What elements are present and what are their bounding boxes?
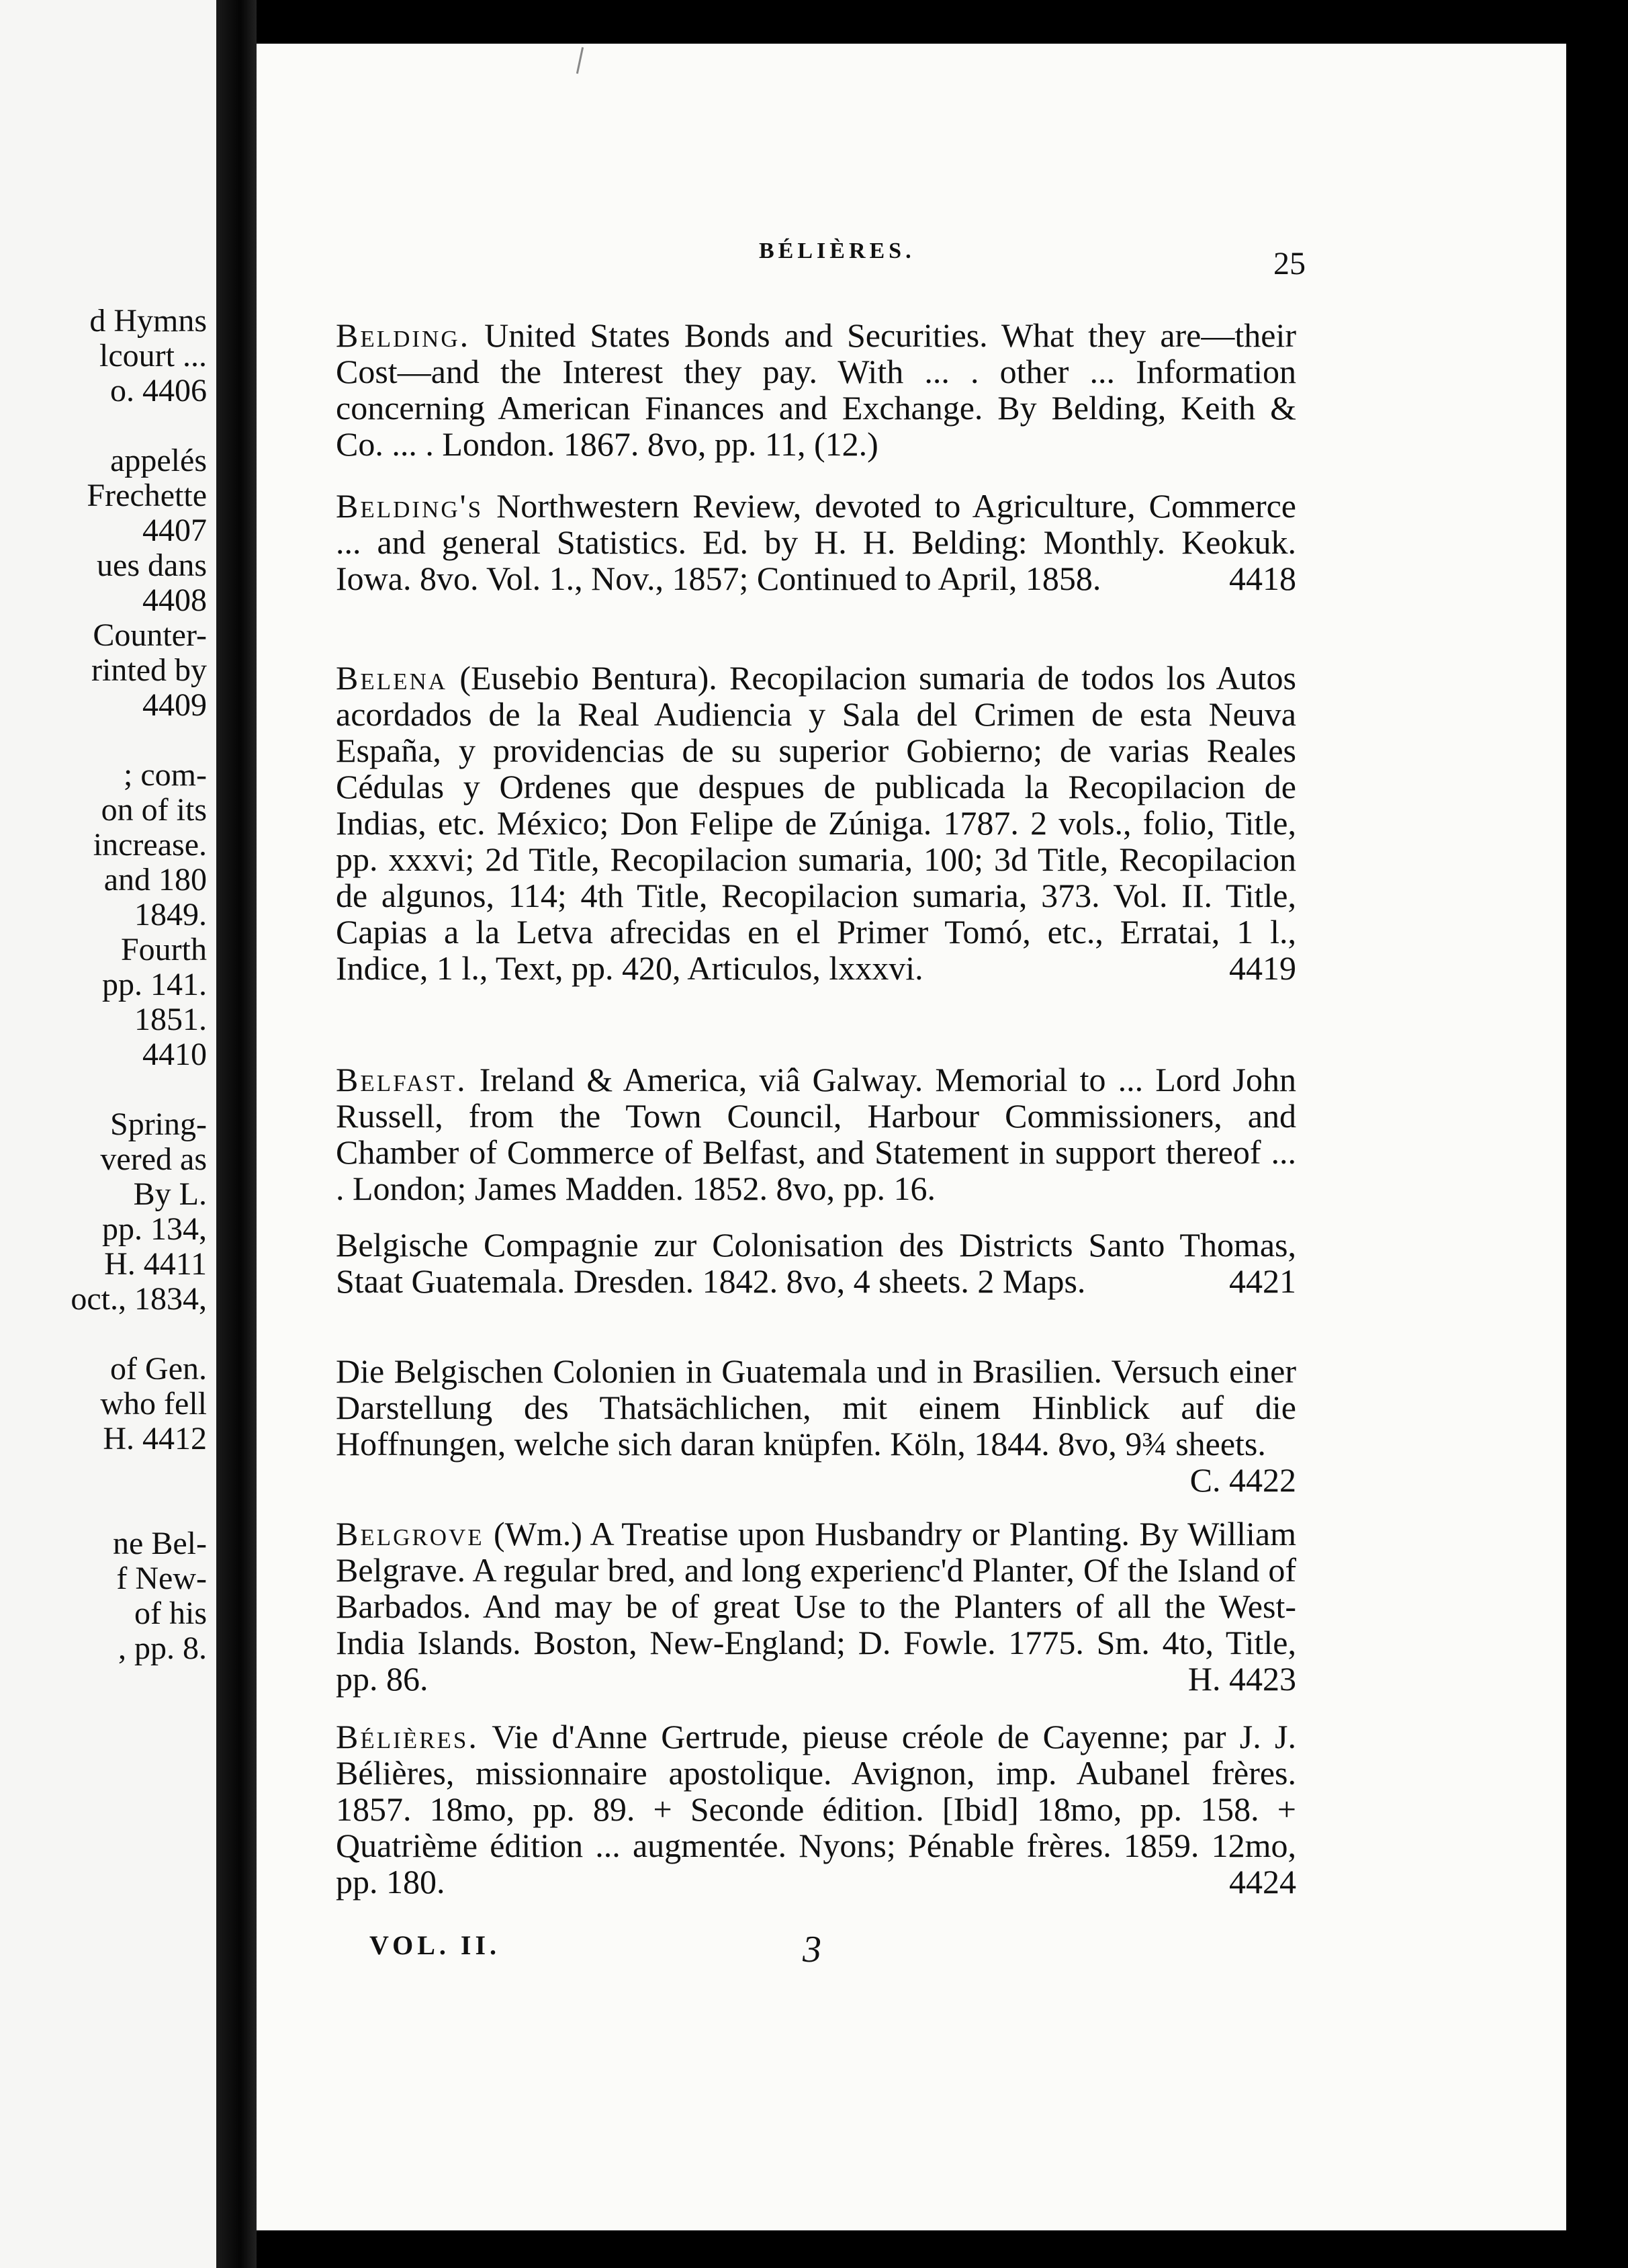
previous-page-line: and 180 [103, 862, 207, 898]
entry-text: Ireland & America, viâ Galway. Memorial to ... Lord John Russell, from the Town Council, Harbour Commissioners, and Chamber of Commerce of Belfast, and Statement in support thereof ... . London; James Madden. 1852. 8vo, pp. 16. [336, 1061, 1296, 1207]
entry-heading: Belena [336, 659, 448, 697]
entry-number: 4424 [1229, 1863, 1296, 1901]
book-gutter [216, 0, 257, 2268]
previous-page-fragment [0, 0, 216, 2268]
previous-page-line: 4407 [142, 513, 207, 548]
entry-heading: Bélières. [336, 1718, 479, 1755]
previous-page-line: f New- [116, 1561, 207, 1596]
previous-page-line: H. 4411 [104, 1246, 207, 1282]
entry-heading: Belgrove [336, 1515, 484, 1553]
previous-page-line: o. 4406 [110, 373, 207, 408]
previous-page-line: who fell [100, 1386, 207, 1422]
entry-belding [336, 317, 1296, 462]
entry-belgische-compagnie [336, 1227, 1296, 1299]
entry-text: Die Belgischen Colonien in Guatemala und in Brasilien. Versuch einer Darstellung des Thatsächlichen, mit einem Hinblick auf die Hoffnungen, welche sich daran knüpfen. Köln, 1844. 8vo, 9¾ sheets. [336, 1352, 1296, 1463]
entry-heading: Belfast. [336, 1061, 467, 1098]
entry-text: Northwestern Review, devoted to Agriculture, Commerce ... and general Statistics. Ed. by H. H. Belding: Monthly. Keokuk. Iowa. 8vo. Vol. 1., Nov., 1857; Continued to April, 1858. [336, 487, 1296, 597]
previous-page-line: ne Bel- [113, 1526, 207, 1561]
previous-page-line: Frechette [87, 478, 207, 513]
entry-number: C. 4422 [1189, 1461, 1296, 1499]
entry-belieres [336, 1718, 1296, 1900]
previous-page-line: ; com- [124, 757, 207, 793]
entry-heading: Belding. [336, 316, 471, 354]
entry-belfast [336, 1061, 1296, 1207]
page-number: 25 [1273, 246, 1306, 281]
previous-page-line: 1849. [134, 897, 207, 932]
previous-page-line: 4409 [142, 687, 207, 723]
signature-mark: 3 [803, 1929, 821, 1970]
entry-text: Belgische Compagnie zur Colonisation des Districts Santo Thomas, Staat Guatemala. Dresden. 1842. 8vo, 4 sheets. 2 Maps. [336, 1226, 1296, 1300]
previous-page-line: rinted by [91, 652, 207, 688]
previous-page-line: ues dans [97, 548, 207, 583]
previous-page-line: d Hymns [89, 303, 207, 339]
previous-page-line: increase. [93, 827, 207, 863]
entry-heading: Belding's [336, 487, 484, 525]
previous-page-line: of his [134, 1596, 207, 1631]
entry-number: 4418 [1229, 560, 1296, 597]
previous-page-line: Counter- [93, 617, 207, 653]
previous-page-line: lcourt ... [99, 338, 207, 374]
previous-page-line: 1851. [134, 1002, 207, 1037]
previous-page-line: vered as [100, 1141, 207, 1177]
entry-text: (Eusebio Bentura). Recopilacion sumaria de todos los Autos acordados de la Real Audiencia y Sala del Crimen de esta Neuva España, y providencias de su superior Gobierno; de varias Reales Cédulas y Ordenes que despues de publicada la Recopilacion de Indias, etc. México; Don Felipe de Zúniga. 1787. 2 vols., folio, Title, pp. xxxvi; 2d Title, Recopilacion sumaria, 100; 3d Title, Recopilacion de algunos, 114; 4th Title, Recopilacion sumaria, 373. Vol. II. Title, Capias a la Letva afrecidas en el Primer Tomó, etc., Erratai, 1 l., Indice, 1 l., Text, pp. 420, Articulos, lxxxvi. [336, 659, 1296, 987]
previous-page-line: 4410 [142, 1037, 207, 1072]
previous-page-line: Fourth [120, 932, 207, 967]
entry-number: H. 4423 [1187, 1660, 1296, 1698]
entry-belgischen-colonien [336, 1353, 1296, 1498]
previous-page-line: 4408 [142, 582, 207, 618]
previous-page-line: By L. [133, 1176, 207, 1212]
previous-page-line: , pp. 8. [118, 1630, 207, 1666]
entry-text: (Wm.) A Treatise upon Husbandry or Planting. By William Belgrave. A regular bred, and long experienc'd Planter, Of the Island of Barbados. And may be of great Use to the Planters of all the West-India Islands. Boston, New-England; D. Fowle. 1775. Sm. 4to, Title, pp. 86. [336, 1515, 1296, 1698]
previous-page-line: on of its [101, 792, 207, 828]
previous-page-line: Spring- [110, 1106, 207, 1142]
entry-beldings-review [336, 488, 1296, 597]
previous-page-line: pp. 134, [102, 1211, 207, 1247]
scan-border [1566, 0, 1628, 2268]
entry-belgrove [336, 1516, 1296, 1697]
running-header: BÉLIÈRES. [759, 238, 915, 263]
entry-number: 4419 [1229, 949, 1296, 987]
previous-page-line: oct., 1834, [71, 1281, 207, 1317]
previous-page-line: of Gen. [110, 1351, 207, 1387]
volume-label: VOL. II. [369, 1930, 501, 1960]
entry-text: Vie d'Anne Gertrude, pieuse créole de Cayenne; par J. J. Bélières, missionnaire apostolique. Avignon, imp. Aubanel frères. 1857. 18mo, pp. 89. + Seconde édition. [Ibid] 18mo, pp. 158. + Quatrième édition ... augmentée. Nyons; Pénable frères. 1859. 12mo, pp. 180. [336, 1718, 1296, 1901]
entry-number: 4421 [1229, 1262, 1296, 1300]
entry-text: United States Bonds and Securities. What they are—their Cost—and the Interest they pay. With ... . other ... Information concerning American Finances and Exchange. By Belding, Keith & Co. ... . London. 1867. 8vo, pp. 11, (12.) [336, 316, 1296, 463]
entry-belena [336, 660, 1296, 986]
previous-page-line: H. 4412 [103, 1421, 207, 1456]
previous-page-line: pp. 141. [102, 967, 207, 1002]
previous-page-line: appelés [110, 443, 207, 478]
